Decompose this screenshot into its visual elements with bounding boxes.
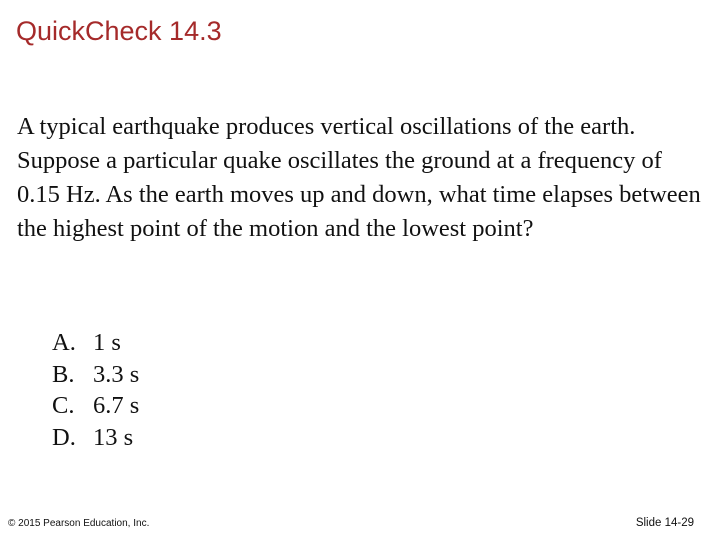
option-letter: D.: [52, 423, 76, 451]
option-text: 6.7 s: [93, 392, 140, 419]
option-text: 3.3 s: [93, 360, 140, 388]
answer-option-d: [52, 422, 139, 454]
option-letter: B.: [52, 360, 75, 388]
question-text: A typical earthquake produces vertical oscillations of the earth. Suppose a particular quake oscillates the ground at a frequency of 0.15 Hz. As the earth moves up and down, what time elapses between the highest point of the motion and the lowest point?: [17, 113, 701, 242]
answer-option-c: [52, 390, 139, 422]
option-text: 13 s: [93, 423, 134, 451]
question-text-block: [17, 110, 707, 246]
copyright-notice: © 2015 Pearson Education, Inc.: [8, 518, 150, 529]
answer-option-b: [52, 359, 139, 391]
option-text: 1 s: [93, 329, 121, 356]
slide-title: QuickCheck 14.3: [16, 16, 222, 46]
slide-number: Slide 14-29: [635, 517, 694, 529]
answer-options: [52, 327, 139, 453]
option-letter: A.: [52, 329, 76, 356]
option-letter: C.: [52, 392, 75, 419]
answer-option-a: [52, 327, 139, 359]
